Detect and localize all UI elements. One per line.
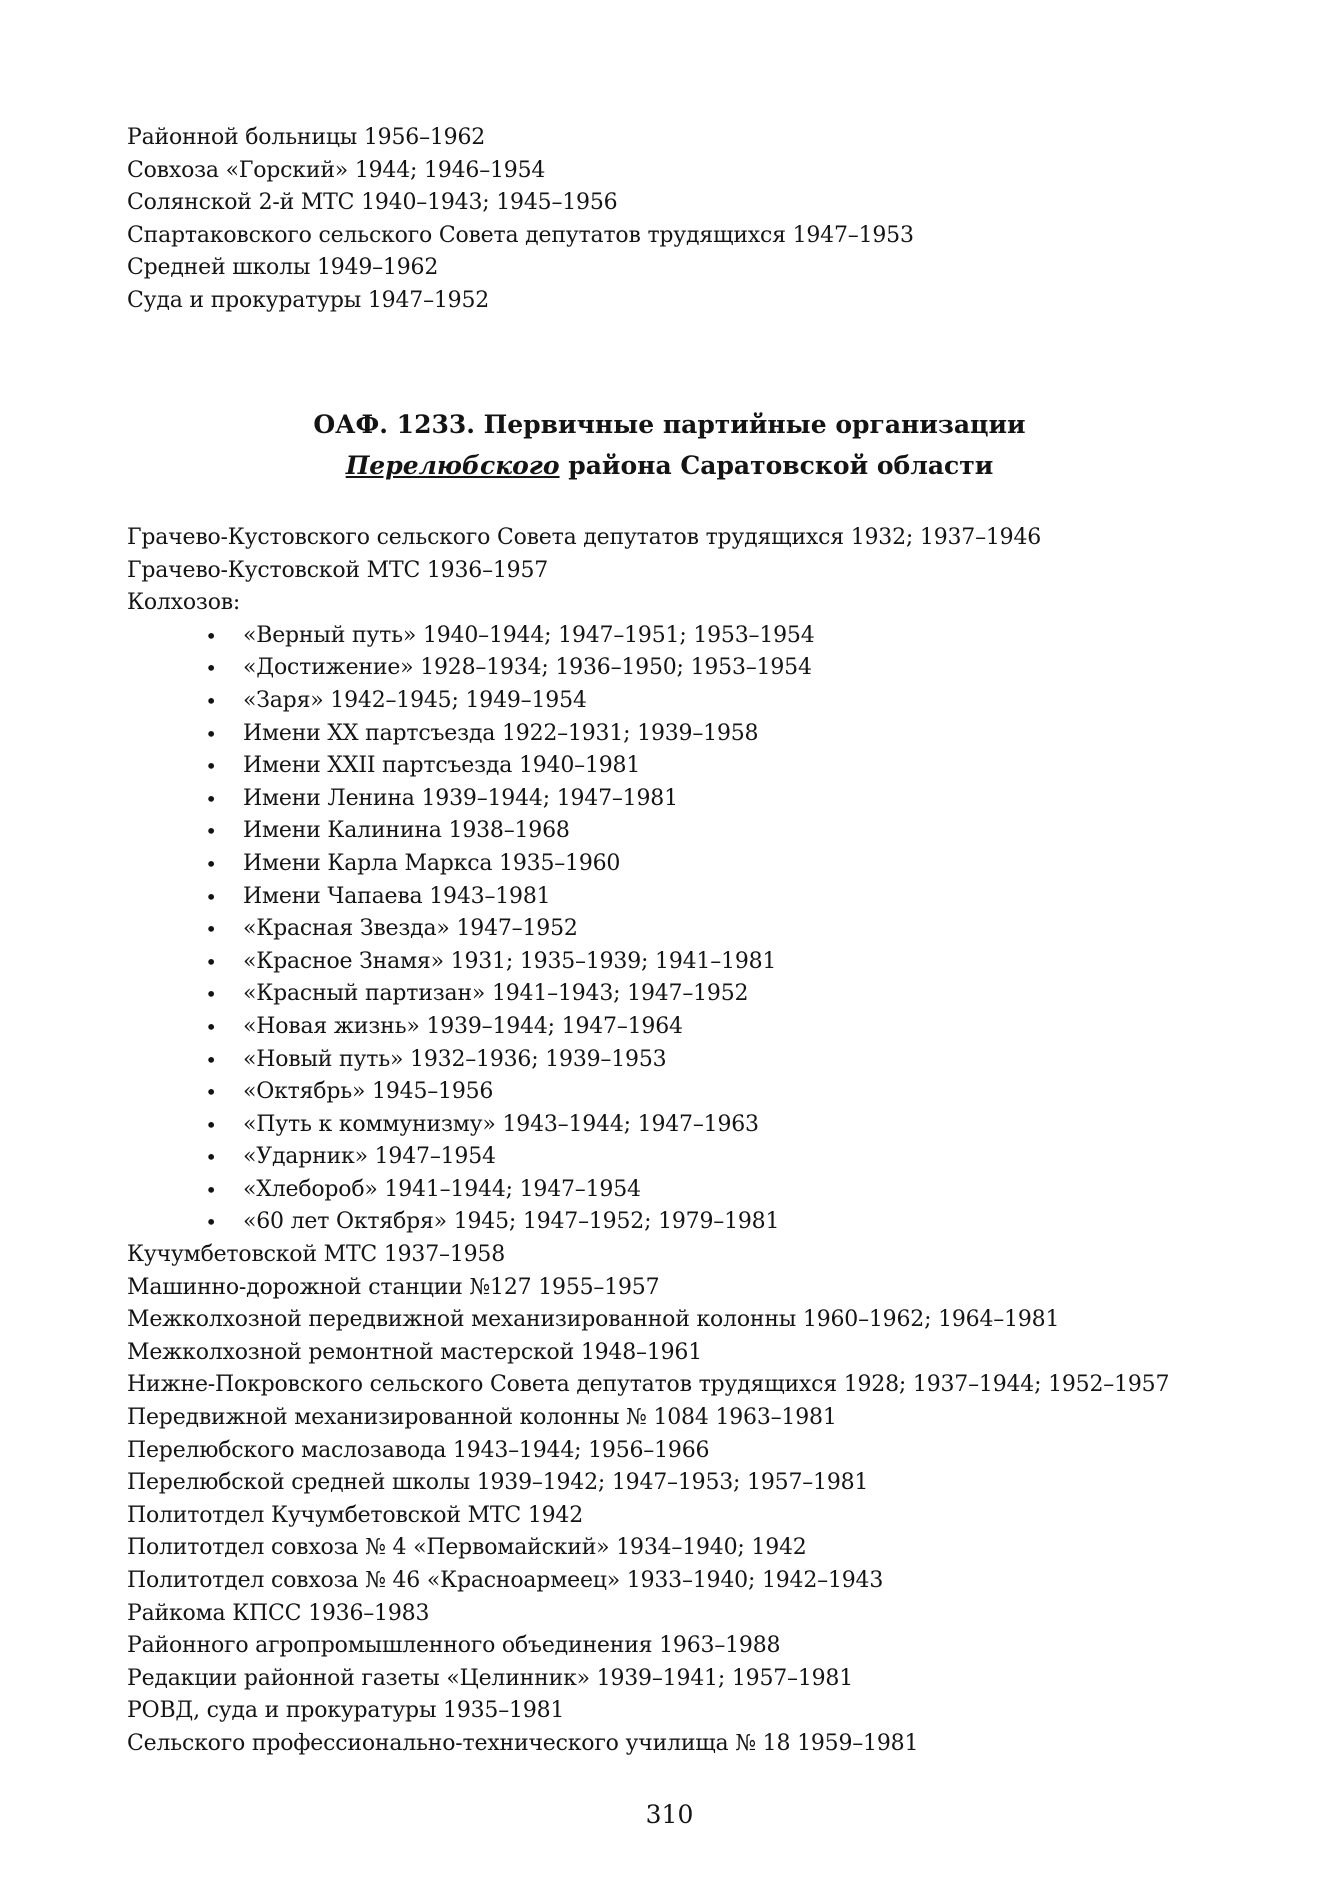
kolkhoz-item xyxy=(127,881,1247,914)
kolkhoz-item xyxy=(127,1044,1247,1077)
kolkhoz-text: «Октябрь» 1945–1956 xyxy=(243,1079,494,1105)
kolkhoz-item xyxy=(127,1109,1247,1142)
bullet-icon: • xyxy=(205,1177,217,1202)
list-item: Политотдел совхоза № 4 «Первомайский» 1934–1940; 1942 xyxy=(127,1535,807,1561)
kolkhoz-item xyxy=(127,750,1247,783)
kolkhoz-item xyxy=(127,620,1247,653)
kolkhoz-text: «60 лет Октября» 1945; 1947–1952; 1979–1981 xyxy=(243,1209,780,1235)
kolkhoz-item xyxy=(127,685,1247,718)
bullet-icon: • xyxy=(205,623,217,648)
list-item: Редакции районной газеты «Целинник» 1939–1941; 1957–1981 xyxy=(127,1665,854,1691)
bullet-icon: • xyxy=(205,1047,217,1072)
kolkhoz-text: «Красная Звезда» 1947–1952 xyxy=(243,916,578,942)
kolkhoz-text: «Новый путь» 1932–1936; 1939–1953 xyxy=(243,1046,667,1072)
kolkhoz-text: Имени Калинина 1938–1968 xyxy=(243,818,570,844)
kolkhoz-text: Имени Карла Маркса 1935–1960 xyxy=(243,850,621,876)
heading-line-1: ОАФ. 1233. Первичные партийные организации xyxy=(313,410,1026,439)
kolkhoz-item xyxy=(127,1174,1247,1207)
kolkhoz-text: «Красный партизан» 1941–1943; 1947–1952 xyxy=(243,981,749,1007)
bullet-icon: • xyxy=(205,851,217,876)
section-heading xyxy=(0,404,1339,486)
bullet-icon: • xyxy=(205,982,217,1007)
bullet-icon: • xyxy=(205,1210,217,1235)
bullet-icon: • xyxy=(205,786,217,811)
kolkhoz-item xyxy=(127,1141,1247,1174)
bullet-icon: • xyxy=(205,1112,217,1137)
kolkhoz-item xyxy=(127,652,1247,685)
kolkhoz-text: «Хлебороб» 1941–1944; 1947–1954 xyxy=(243,1176,641,1202)
bullet-icon: • xyxy=(205,917,217,942)
list-item: Межколхозной ремонтной мастерской 1948–1961 xyxy=(127,1339,703,1365)
list-item: Перелюбского маслозавода 1943–1944; 1956–1966 xyxy=(127,1437,710,1463)
bullet-icon: • xyxy=(205,656,217,681)
bullet-icon: • xyxy=(205,949,217,974)
kolkhoz-text: «Путь к коммунизму» 1943–1944; 1947–1963 xyxy=(243,1111,759,1137)
kolkhoz-item xyxy=(127,1206,1247,1239)
list-item: Грачево-Кустовской МТС 1936–1957 xyxy=(127,557,549,583)
bullet-icon: • xyxy=(205,1014,217,1039)
kolkhoz-text: Имени XX партсъезда 1922–1931; 1939–1958 xyxy=(243,720,759,746)
heading-line-2 xyxy=(0,445,1339,486)
list-item: Политотдел совхоза № 46 «Красноармеец» 1933–1940; 1942–1943 xyxy=(127,1568,884,1593)
kolkhoz-item xyxy=(127,946,1247,979)
kolkhoz-text: «Верный путь» 1940–1944; 1947–1951; 1953–1954 xyxy=(243,622,815,648)
bullet-icon: • xyxy=(205,819,217,844)
kolkhoz-text: «Новая жизнь» 1939–1944; 1947–1964 xyxy=(243,1013,683,1039)
kolkhoz-text: «Ударник» 1947–1954 xyxy=(243,1144,496,1170)
list-item: Солянской 2-й МТС 1940–1943; 1945–1956 xyxy=(127,190,618,216)
heading-district-name: Перелюбского xyxy=(345,451,560,480)
kolkhoz-item xyxy=(127,848,1247,881)
list-item: Районного агропромышленного объединения 1963–1988 xyxy=(127,1633,781,1659)
kolkhoz-text: Имени Чапаева 1943–1981 xyxy=(243,883,551,909)
list-item: Грачево-Кустовского сельского Совета депутатов трудящихся 1932; 1937–1946 xyxy=(127,525,1042,550)
list-item: Машинно-дорожной станции №127 1955–1957 xyxy=(127,1274,660,1300)
list-item: Перелюбской средней школы 1939–1942; 1947–1953; 1957–1981 xyxy=(127,1470,869,1496)
kolkhoz-item xyxy=(127,815,1247,848)
list-item: Нижне-Покровского сельского Совета депутатов трудящихся 1928; 1937–1944; 1952–1957 xyxy=(127,1372,1170,1398)
list-item: Средней школы 1949–1962 xyxy=(127,255,439,281)
main-list xyxy=(127,522,1247,1761)
kolkhoz-item xyxy=(127,783,1247,816)
bullet-icon: • xyxy=(205,721,217,746)
list-item: Спартаковского сельского Совета депутатов трудящихся 1947–1953 xyxy=(127,222,914,248)
bullet-icon: • xyxy=(205,884,217,909)
kolkhoz-item xyxy=(127,1076,1247,1109)
list-item: Сельского профессионально-технического училища № 18 1959–1981 xyxy=(127,1730,919,1756)
top-list xyxy=(127,122,1247,318)
list-item: Передвижной механизированной колонны № 1084 1963–1981 xyxy=(127,1405,837,1431)
list-item: РОВД, суда и прокуратуры 1935–1981 xyxy=(127,1698,565,1724)
kolkhoz-item xyxy=(127,978,1247,1011)
list-item: Совхоза «Горский» 1944; 1946–1954 xyxy=(127,157,546,183)
bullet-icon: • xyxy=(205,1080,217,1105)
kolkhoz-text: Имени XXII партсъезда 1940–1981 xyxy=(243,753,641,779)
bullet-icon: • xyxy=(205,754,217,779)
list-heading-kolkhozes: Колхозов: xyxy=(127,590,241,616)
heading-line-2-rest: района Саратовской области xyxy=(559,451,994,480)
kolkhoz-text: «Достижение» 1928–1934; 1936–1950; 1953–1954 xyxy=(243,655,812,681)
page-number: 310 xyxy=(645,1800,694,1829)
kolkhoz-text: «Красное Знамя» 1931; 1935–1939; 1941–1981 xyxy=(243,948,777,974)
list-item: Суда и прокуратуры 1947–1952 xyxy=(127,287,490,313)
list-item: Районной больницы 1956–1962 xyxy=(127,125,486,150)
kolkhoz-item xyxy=(127,913,1247,946)
list-item: Кучумбетовской МТС 1937–1958 xyxy=(127,1242,506,1268)
bullet-icon: • xyxy=(205,1145,217,1170)
list-item: Политотдел Кучумбетовской МТС 1942 xyxy=(127,1502,584,1528)
kolkhoz-item xyxy=(127,1011,1247,1044)
kolkhoz-item xyxy=(127,718,1247,751)
bullet-icon: • xyxy=(205,688,217,713)
kolkhoz-text: «Заря» 1942–1945; 1949–1954 xyxy=(243,687,587,713)
list-item: Райкома КПСС 1936–1983 xyxy=(127,1600,430,1626)
kolkhoz-text: Имени Ленина 1939–1944; 1947–1981 xyxy=(243,785,678,811)
list-item: Межколхозной передвижной механизированной колонны 1960–1962; 1964–1981 xyxy=(127,1307,1060,1333)
